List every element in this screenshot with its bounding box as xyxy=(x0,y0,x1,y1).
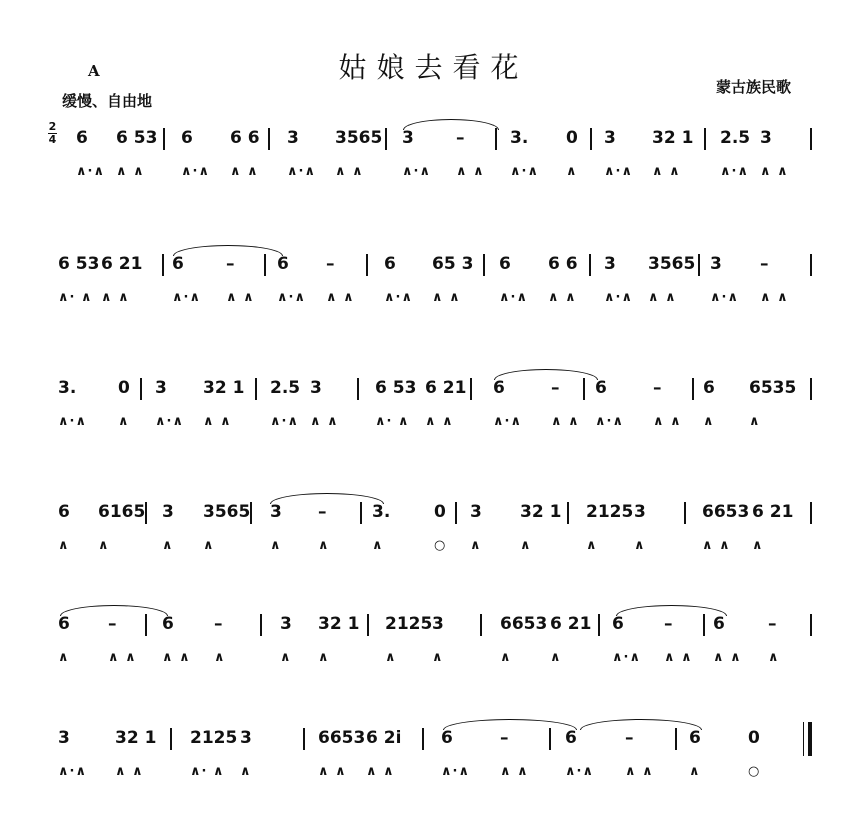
bowing-mark: ∧ xyxy=(318,538,330,553)
bowing-mark: ∧ ∧ xyxy=(713,650,742,665)
note-group: 3 xyxy=(710,254,722,274)
note-group: 6 21 xyxy=(752,502,794,522)
bowing-mark: ∧·∧ xyxy=(58,764,88,779)
note-group: 6 xyxy=(703,378,715,398)
bowing-mark: ∧ xyxy=(500,650,512,665)
note-group: 6 xyxy=(277,254,289,274)
note-group: – xyxy=(214,614,223,634)
note-group: 6653 xyxy=(318,728,366,748)
bowing-mark: ○ xyxy=(434,538,447,553)
note-group: 6 21 xyxy=(425,378,467,398)
bowing-mark: ∧ ∧ xyxy=(115,764,144,779)
barline xyxy=(268,128,270,150)
bowing-mark: ∧ ∧ xyxy=(101,290,130,305)
barline xyxy=(366,254,368,276)
note-group: 3 xyxy=(634,502,646,522)
bowing-mark: ∧ ∧ xyxy=(625,764,654,779)
bowing-mark: ∧·∧ xyxy=(155,414,185,429)
bowing-mark: ∧ ∧ xyxy=(664,650,693,665)
note-group: 3565 xyxy=(335,128,383,148)
note-group: 3 xyxy=(402,128,414,148)
bowing-mark: ∧ ∧ xyxy=(116,164,145,179)
tie-slur xyxy=(616,605,727,616)
bowing-mark: ∧ ∧ xyxy=(432,290,461,305)
note-group: 3 xyxy=(310,378,322,398)
note-group: 3. xyxy=(510,128,529,148)
bowing-mark: ∧ ∧ xyxy=(760,290,789,305)
note-group: – xyxy=(551,378,560,398)
barline xyxy=(367,614,369,636)
bowing-mark: ∧·∧ xyxy=(612,650,642,665)
barline xyxy=(549,728,551,750)
note-group: – xyxy=(456,128,465,148)
bowing-mark: ∧ xyxy=(372,538,384,553)
section-label: A xyxy=(88,62,100,80)
bowing-mark: ∧ ∧ xyxy=(326,290,355,305)
note-group: 6 xyxy=(76,128,88,148)
bowing-mark: ∧ ∧ xyxy=(335,164,364,179)
note-group: 6 53 xyxy=(58,254,100,274)
note-group: 3 xyxy=(287,128,299,148)
barline xyxy=(810,254,812,276)
tie-slur xyxy=(403,119,499,130)
bowing-mark: ∧·∧ xyxy=(604,290,634,305)
bowing-mark: ∧ xyxy=(749,414,761,429)
time-signature-bottom: 4 xyxy=(48,133,57,146)
note-group: – xyxy=(318,502,327,522)
note-group: – xyxy=(664,614,673,634)
barline xyxy=(698,254,700,276)
note-group: – xyxy=(653,378,662,398)
bowing-mark: ∧·∧ xyxy=(499,290,529,305)
bowing-mark: ∧ xyxy=(566,164,578,179)
final-barline-thick xyxy=(808,722,812,756)
bowing-mark: ∧ xyxy=(385,650,397,665)
note-group: 6 21 xyxy=(101,254,143,274)
bowing-mark: ∧ xyxy=(240,764,252,779)
note-group: 6 xyxy=(181,128,193,148)
note-group: 6 xyxy=(689,728,701,748)
bowing-mark: ∧ xyxy=(550,650,562,665)
bowing-mark: ∧ ∧ xyxy=(230,164,259,179)
note-group: 6 xyxy=(499,254,511,274)
note-group: 6 xyxy=(713,614,725,634)
bowing-mark: ∧·∧ xyxy=(384,290,414,305)
barline xyxy=(567,502,569,524)
note-group: 3 xyxy=(58,728,70,748)
bowing-mark: ∧ xyxy=(58,650,70,665)
score-line xyxy=(0,728,867,808)
note-group: 32 1 xyxy=(203,378,245,398)
note-group: 2125 xyxy=(586,502,634,522)
barline xyxy=(470,378,472,400)
bowing-mark: ∧ xyxy=(270,538,282,553)
barline xyxy=(675,728,677,750)
bowing-mark: ∧·∧ xyxy=(181,164,211,179)
bowing-mark: ∧ ∧ xyxy=(162,650,191,665)
note-group: 6 6 xyxy=(230,128,260,148)
tie-slur xyxy=(580,719,702,730)
note-group: 0 xyxy=(748,728,760,748)
bowing-mark: ∧ xyxy=(586,538,598,553)
bowing-mark: ∧ ∧ xyxy=(760,164,789,179)
note-group: 3565 xyxy=(203,502,251,522)
barline xyxy=(810,128,812,150)
bowing-mark: ∧·∧ xyxy=(720,164,750,179)
barline xyxy=(483,254,485,276)
note-group: 3 xyxy=(280,614,292,634)
bowing-mark: ∧·∧ xyxy=(58,414,88,429)
note-group: 6 xyxy=(384,254,396,274)
note-group: 2125 xyxy=(385,614,433,634)
note-group: 2.5 xyxy=(270,378,301,398)
bowing-mark: ∧ xyxy=(703,414,715,429)
bowing-mark: ∧·∧ xyxy=(277,290,307,305)
barline xyxy=(810,502,812,524)
barline xyxy=(598,614,600,636)
note-group: 0 xyxy=(118,378,130,398)
barline xyxy=(480,614,482,636)
tempo-marking: 缓慢、自由地 xyxy=(62,92,153,110)
score-line xyxy=(0,254,867,334)
tie-slur xyxy=(494,369,598,380)
barline xyxy=(303,728,305,750)
final-barline-thin xyxy=(803,722,804,756)
bowing-mark: ∧ xyxy=(280,650,292,665)
note-group: 3 xyxy=(604,128,616,148)
bowing-mark: ∧ ∧ xyxy=(310,414,339,429)
bowing-mark: ∧·∧ xyxy=(76,164,106,179)
bowing-mark: ∧ xyxy=(520,538,532,553)
note-group: 32 1 xyxy=(115,728,157,748)
bowing-mark: ∧ xyxy=(318,650,330,665)
barline xyxy=(692,378,694,400)
barline xyxy=(264,254,266,276)
bowing-mark: ○ xyxy=(748,764,761,779)
note-group: – xyxy=(500,728,509,748)
note-group: 3 xyxy=(270,502,282,522)
score-line xyxy=(0,128,867,208)
score-line xyxy=(0,378,867,458)
bowing-mark: ∧ xyxy=(214,650,226,665)
note-group: 3. xyxy=(58,378,77,398)
bowing-mark: ∧ ∧ xyxy=(203,414,232,429)
barline xyxy=(255,378,257,400)
barline xyxy=(162,254,164,276)
note-group: 0 xyxy=(434,502,446,522)
note-group: 6 xyxy=(172,254,184,274)
note-group: – xyxy=(326,254,335,274)
bowing-mark: ∧ ∧ xyxy=(648,290,677,305)
barline xyxy=(810,378,812,400)
bowing-mark: ∧·∧ xyxy=(172,290,202,305)
bowing-mark: ∧·∧ xyxy=(565,764,595,779)
bowing-mark: ∧ xyxy=(118,414,130,429)
bowing-mark: ∧ xyxy=(752,538,764,553)
barline xyxy=(495,128,497,150)
note-group: – xyxy=(760,254,769,274)
bowing-mark: ∧ ∧ xyxy=(108,650,137,665)
bowing-mark: ∧·∧ xyxy=(710,290,740,305)
bowing-mark: ∧ xyxy=(470,538,482,553)
barline xyxy=(684,502,686,524)
note-group: 6 21 xyxy=(550,614,592,634)
note-group: 3565 xyxy=(648,254,696,274)
bowing-mark: ∧ xyxy=(203,538,215,553)
note-group: 3 xyxy=(155,378,167,398)
note-group: 2125 xyxy=(190,728,238,748)
bowing-mark: ∧·∧ xyxy=(287,164,317,179)
note-group: 32 1 xyxy=(318,614,360,634)
note-group: 6653 xyxy=(500,614,548,634)
bowing-mark: ∧ xyxy=(634,538,646,553)
tie-slur xyxy=(270,493,384,504)
barline xyxy=(589,254,591,276)
note-group: 6 xyxy=(565,728,577,748)
barline xyxy=(360,502,362,524)
note-group: 6165 xyxy=(98,502,146,522)
tie-slur xyxy=(173,245,283,256)
bowing-mark: ∧ ∧ xyxy=(226,290,255,305)
note-group: 6 xyxy=(58,614,70,634)
score-line xyxy=(0,502,867,582)
barline xyxy=(422,728,424,750)
note-group: 6 xyxy=(441,728,453,748)
bowing-mark: ∧·∧ xyxy=(441,764,471,779)
note-group: 6 xyxy=(58,502,70,522)
bowing-mark: ∧ ∧ xyxy=(551,414,580,429)
bowing-mark: ∧ xyxy=(689,764,701,779)
bowing-mark: ∧ ∧ xyxy=(500,764,529,779)
bowing-mark: ∧· ∧ xyxy=(375,414,410,429)
barline xyxy=(163,128,165,150)
barline xyxy=(140,378,142,400)
bowing-mark: ∧ ∧ xyxy=(366,764,395,779)
bowing-mark: ∧ ∧ xyxy=(456,164,485,179)
bowing-mark: ∧ xyxy=(768,650,780,665)
note-group: – xyxy=(108,614,117,634)
barline xyxy=(385,128,387,150)
bowing-mark: ∧· ∧ xyxy=(190,764,225,779)
note-group: 3 xyxy=(432,614,444,634)
note-group: 3 xyxy=(470,502,482,522)
bowing-mark: ∧·∧ xyxy=(595,414,625,429)
note-group: 6 6 xyxy=(548,254,578,274)
bowing-mark: ∧·∧ xyxy=(493,414,523,429)
note-group: 32 1 xyxy=(520,502,562,522)
barline xyxy=(810,614,812,636)
note-group: 6653 xyxy=(702,502,750,522)
note-group: 3. xyxy=(372,502,391,522)
note-group: 3 xyxy=(604,254,616,274)
note-group: 6 53 xyxy=(116,128,158,148)
note-group: 6 53 xyxy=(375,378,417,398)
barline xyxy=(250,502,252,524)
note-group: 3 xyxy=(162,502,174,522)
bowing-mark: ∧ ∧ xyxy=(652,164,681,179)
bowing-mark: ∧ ∧ xyxy=(548,290,577,305)
bowing-mark: ∧ ∧ xyxy=(425,414,454,429)
note-group: 6 xyxy=(162,614,174,634)
note-group: 6535 xyxy=(749,378,797,398)
bowing-mark: ∧· ∧ xyxy=(58,290,93,305)
note-group: – xyxy=(768,614,777,634)
note-group: – xyxy=(226,254,235,274)
bowing-mark: ∧ xyxy=(432,650,444,665)
bowing-mark: ∧ ∧ xyxy=(318,764,347,779)
note-group: 0 xyxy=(566,128,578,148)
note-group: 65 3 xyxy=(432,254,474,274)
note-group: – xyxy=(625,728,634,748)
barline xyxy=(260,614,262,636)
bowing-mark: ∧·∧ xyxy=(510,164,540,179)
barline xyxy=(583,378,585,400)
barline xyxy=(145,502,147,524)
barline xyxy=(704,128,706,150)
bowing-mark: ∧ xyxy=(162,538,174,553)
note-group: 3 xyxy=(760,128,772,148)
note-group: 6 2i xyxy=(366,728,402,748)
bowing-mark: ∧·∧ xyxy=(270,414,300,429)
song-title: 姑娘去看花 xyxy=(338,51,529,84)
barline xyxy=(145,614,147,636)
score-line xyxy=(0,614,867,694)
note-group: 6 xyxy=(493,378,505,398)
barline xyxy=(455,502,457,524)
bowing-mark: ∧·∧ xyxy=(402,164,432,179)
tie-slur xyxy=(443,719,577,730)
composer-credit: 蒙古族民歌 xyxy=(716,78,792,96)
bowing-mark: ∧·∧ xyxy=(604,164,634,179)
time-signature-top: 2 xyxy=(48,120,57,133)
note-group: 2.5 xyxy=(720,128,751,148)
bowing-mark: ∧ xyxy=(98,538,110,553)
note-group: 6 xyxy=(612,614,624,634)
barline xyxy=(703,614,705,636)
bowing-mark: ∧ ∧ xyxy=(702,538,731,553)
bowing-mark: ∧ ∧ xyxy=(653,414,682,429)
barline xyxy=(357,378,359,400)
tie-slur xyxy=(60,605,168,616)
bowing-mark: ∧ xyxy=(58,538,70,553)
note-group: 32 1 xyxy=(652,128,694,148)
note-group: 3 xyxy=(240,728,252,748)
note-group: 6 xyxy=(595,378,607,398)
barline xyxy=(170,728,172,750)
barline xyxy=(590,128,592,150)
